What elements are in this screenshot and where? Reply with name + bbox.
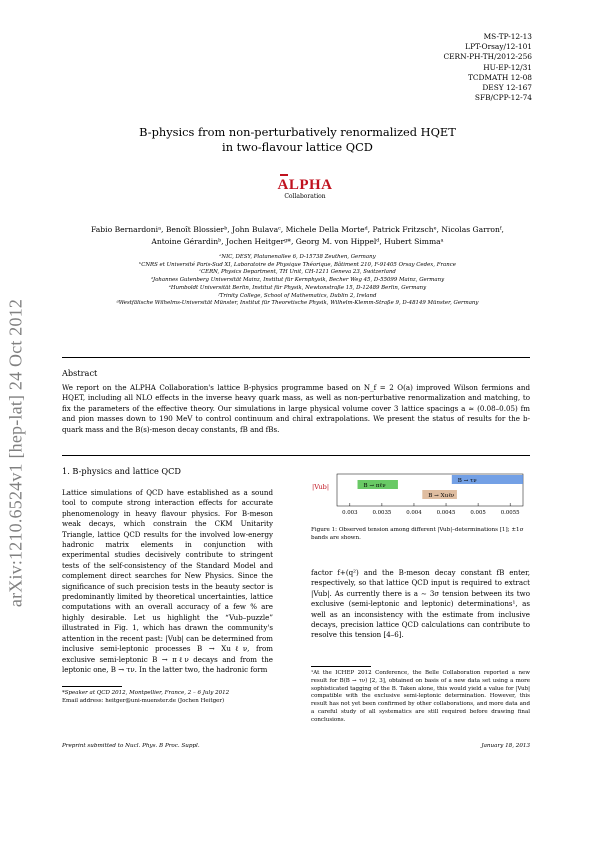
paper-title <box>0 125 595 155</box>
affiliation: ᶠTrinity College, School of Mathematics, Dublin 2, Ireland <box>218 292 377 299</box>
report-numbers <box>443 32 532 103</box>
report-number: LPT-Orsay/12-101 <box>465 42 532 52</box>
page-footer <box>62 743 530 749</box>
footnote-rule <box>62 686 122 687</box>
report-number: HU-EP-12/31 <box>483 62 532 72</box>
affiliation: ᵃNIC, DESY, Platanenallee 6, D-15738 Zeuthen, Germany <box>219 254 376 260</box>
affiliation: ᶜCERN, Physics Department, TH Unit, CH-1211 Geneva 23, Switzerland <box>199 269 396 276</box>
affiliation-list <box>60 254 535 308</box>
footnote-text: ¹At the ICHEP 2012 Conference, the Belle Collaboration reported a new result for B(B → τν) [2, 3], obtained on basis of a new data set using a more sophisticated tagging of the B. Taken alone, this would yield a value for |Vub| compatible with the exclusive semi-leptonic determination. However, this result has not yet been confirmed by other collaborations, and more data and a careful study of all systematics are still required before drawing final conclusions. <box>311 670 530 723</box>
report-number: TCDMATH 12-08 <box>467 72 532 82</box>
figure-caption: Figure 1: Observed tension among different |Vub|–determinations [1]; ±1σ bands are shown. <box>311 527 524 541</box>
arxiv-stamp: arXiv:1210.6524v1 [hep-lat] 24 Oct 2012 <box>5 298 26 608</box>
body-text-left: Lattice simulations of QCD have established as a sound tool to compute strong interaction effects for accurate phenomenology in heavy flavour physics. For B-meson weak decays, which constrain the CKM Unitarity Triangle, lattice QCD results for the involved low-energy hadronic matrix elements in conjunction with experimental studies decisively contribute to stringent tests of the self-consistency of the Standard Model and complement direct searches for New Physics. Since the significance of such precision tests in the beauty sector is predominantly limited by theoretical uncertainties, lattice computations with an overall accuracy of a few % are highly desirable. Let us highlight the “Vub–puzzle” illustrated in Fig. 1, which has drawn the community's attention in the recent past: |Vub| can be determined from inclusive semi-leptonic processes B → Xuℓν, from exclusive semi-leptonic B → πℓν decays and from the leptonic one, B → τν. In the latter two, the hadronic form <box>62 488 273 674</box>
y-axis-label: |Vub| <box>312 483 330 491</box>
x-tick-label: 0.0055 <box>500 510 520 516</box>
x-tick-label: 0.004 <box>406 510 422 516</box>
x-tick-label: 0.0045 <box>436 510 456 516</box>
report-number: MS-TP-12-13 <box>483 32 532 41</box>
footnote-rule <box>311 666 371 667</box>
author-list <box>60 224 535 247</box>
preprint-note: Preprint submitted to Nucl. Phys. B Proc. Suppl. <box>62 743 200 749</box>
x-tick-label: 0.0035 <box>372 510 392 516</box>
divider <box>62 357 530 358</box>
authors-line: Fabio Bernardoniᵃ, Benoît Blossierᵇ, John Bulavaᶜ, Michele Della Morteᵈ, Patrick Fritzschᵉ, Nicolas Garronᶠ, <box>91 225 504 234</box>
band-label: B → πℓν <box>363 482 386 489</box>
footnote-left <box>62 686 273 706</box>
affiliation: ᵇCNRS et Université Paris-Sud XI, Laboratoire de Physique Théorique, Bâtiment 210, F-91405 Orsay Cedex, France <box>139 261 456 268</box>
affiliation: ᵈJohannes Gutenberg Universität Mainz, Institut für Kernphysik, Becher Weg 45, D-55099 Mainz, Germany <box>150 277 445 284</box>
email-note: Email address: heitger@uni-muenster.de (Jochen Heitger) <box>62 697 225 704</box>
alpha-logo <box>275 174 335 200</box>
logo-subtitle: Collaboration <box>284 193 326 200</box>
band-label: B → Xuℓν <box>428 492 455 499</box>
report-number: SFB/CPP-12-74 <box>474 93 532 103</box>
date-note: January 18, 2013 <box>481 743 530 749</box>
affiliation: ᵍWestfälische Wilhelms-Universität Münster, Institut für Theoretische Physik, Wilhelm-Klemm-Straße 9, D-48149 Münster, Germany <box>116 300 479 307</box>
section-heading: 1. B-physics and lattice QCD <box>62 466 181 476</box>
logo-word: ALPHA <box>277 177 333 193</box>
logo-bar <box>280 174 288 176</box>
x-tick-label: 0.003 <box>342 510 358 516</box>
vub-figure <box>306 468 532 524</box>
x-tick-label: 0.005 <box>470 510 486 516</box>
body-text-right: factor f+(q²) and the B-meson decay constant fB enter, respectively, so that lattice QCD input is required to extract |Vub|. As currently there is a ∼ 3σ tension between its two exclusive (semi-leptonic and leptonic) determinations¹, as well as an inconsistency with the estimate from inclusive decays, precision lattice QCD calculations can contribute to resolve this tension [4–6]. <box>311 568 530 640</box>
footnote-right <box>311 666 530 725</box>
band-label: B → τν <box>457 477 477 484</box>
divider <box>62 455 530 456</box>
abstract-text: We report on the ALPHA Collaboration's lattice B-physics programme based on N_f = 2 O(a) improved Wilson fermions and HQET, including all NLO effects in the inverse heavy quark mass, as well as non-perturbative renormalization and matching, to fix the parameters of the effective theory. Our simulations in large physical volume cover 3 lattice spacings a ≈ (0.08–0.05) fm and pion masses down to 190 MeV to control continuum and chiral extrapolations. We present the status of results for the b-quark mass and the B(s)-meson decay constants, fB and fBs. <box>62 383 530 434</box>
title-line: in two-flavour lattice QCD <box>222 140 373 154</box>
authors-line: Antoine Gérardinᵇ, Jochen Heitgerᵍ*, Georg M. von Hippelᵈ, Hubert Simmaᵃ <box>151 236 444 246</box>
report-number: CERN-PH-TH/2012-256 <box>443 52 532 62</box>
speaker-note: *Speaker at QCD 2012, Montpellier, France, 2 – 6 July 2012 <box>62 690 230 696</box>
report-number: DESY 12-167 <box>482 83 532 93</box>
title-line: B-physics from non-perturbatively renormalized HQET <box>139 125 456 139</box>
affiliation: ᵉHumboldt Universität Berlin, Institut für Physik, Newtonstraße 15, D-12489 Berlin, Germany <box>168 284 427 291</box>
abstract-heading: Abstract <box>62 368 98 378</box>
